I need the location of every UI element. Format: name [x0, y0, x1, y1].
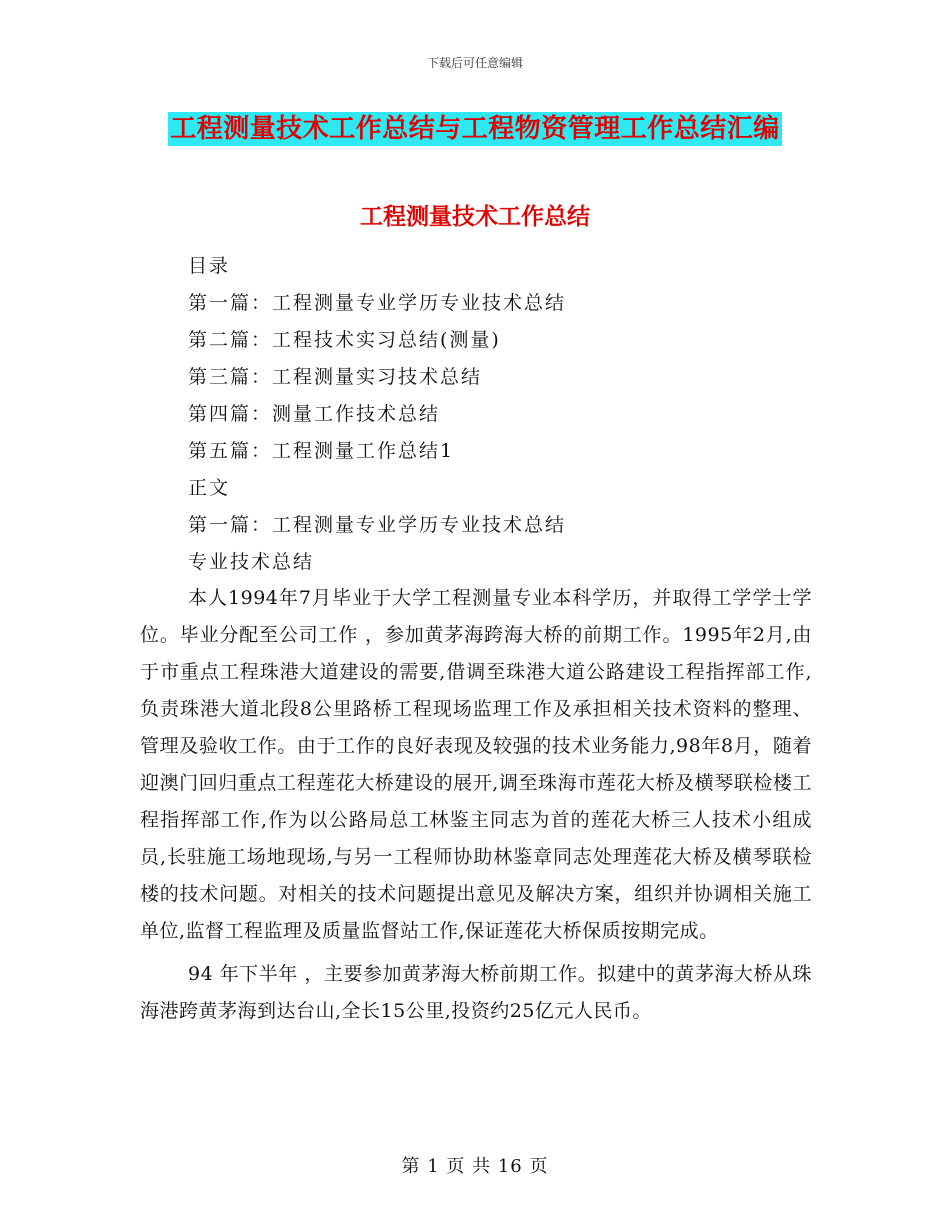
toc-heading: 目录	[188, 255, 231, 277]
main-title: 工程测量技术工作总结与工程物资管理工作总结汇编	[170, 114, 780, 144]
page-number: 第 1 页 共 16 页	[401, 1156, 549, 1177]
toc-item: 第四篇：测量工作技术总结	[188, 403, 441, 425]
chapter-title: 第一篇：工程测量专业学历专业技术总结	[188, 514, 567, 536]
toc-item: 第三篇：工程测量实习技术总结	[188, 366, 483, 388]
body-text	[140, 580, 812, 1030]
body-paragraph: 本人1994年7月毕业于大学工程测量专业本科学历，并取得工学学士学位。毕业分配至公司工作 ，参加黄茅海跨海大桥的前期工作。1995年2月,由于市重点工程珠港大道建设的需要,借调至珠港大道公路建设工程指挥部工作,负责珠港大道北段8公里路桥工程现场监理工作及承担相关技术资料的整理、管理及验收工作。由于工作的良好表现及较强的技术业务能力,98年8月，随着迎澳门回归重点工程莲花大桥建设的展开,调至珠海市莲花大桥及横琴联检楼工程指挥部工作,作为以公路局总工林鉴主同志为首的莲花大桥三人技术小组成员,长驻施工场地现场,与另一工程师协助林鉴章同志处理莲花大桥及横琴联检楼的技术问题。对相关的技术问题提出意见及解决方案，组织并协调相关施工单位,监督工程监理及质量监督站工作,保证莲花大桥保质按期完成。	[140, 587, 812, 942]
toc-item: 第二篇：工程技术实习总结(测量)	[188, 329, 501, 351]
main-title-container	[0, 112, 950, 146]
header-note: 下载后可任意编辑	[426, 56, 523, 70]
table-of-contents	[188, 248, 566, 581]
chapter-subtitle: 专业技术总结	[188, 551, 315, 573]
toc-item: 第五篇：工程测量工作总结1	[188, 440, 455, 462]
section-title: 工程测量技术工作总结	[360, 203, 590, 230]
toc-item: 第一篇：工程测量专业学历专业技术总结	[188, 292, 567, 314]
body-heading: 正文	[188, 477, 231, 499]
body-paragraph: 94 年下半年 ，主要参加黄茅海大桥前期工作。拟建中的黄茅海大桥从珠海港跨黄茅海到达台山,全长15公里,投资约25亿元人民币。	[140, 963, 812, 1022]
